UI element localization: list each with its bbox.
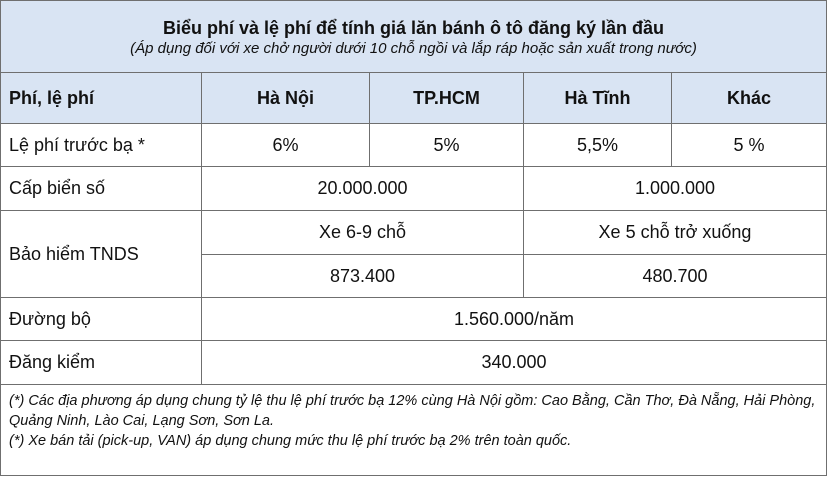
title-row <box>1 1 827 73</box>
table-row-registration-fee <box>1 124 827 167</box>
note-1: (*) Các địa phương áp dụng chung tỷ lệ thu lệ phí trước bạ 12% cùng Hà Nội gồm: Cao Bằng, Cần Thơ, Đà Nẵng, Hải Phòng, Quảng Ninh, Lào Cai, Lạng Sơn, Sơn La. <box>9 393 816 429</box>
table-subtitle: (Áp dụng đối với xe chở người dưới 10 chỗ ngồi và lắp ráp hoặc sản xuất trong nước) <box>130 40 697 57</box>
notes-cell <box>1 385 827 476</box>
table-title: Biểu phí và lệ phí để tính giá lăn bánh ô tô đăng ký lần đầu <box>162 18 665 38</box>
value-road: 1.560.000/năm <box>202 298 827 341</box>
table-row-insurance-type <box>1 211 827 255</box>
header-other: Khác <box>672 73 827 124</box>
row-label: Cấp biển số <box>1 167 202 211</box>
value-tphcm: 5% <box>370 124 524 167</box>
header-fee-label: Phí, lệ phí <box>1 73 202 124</box>
title-cell <box>1 1 827 73</box>
insurance-value-1: 873.400 <box>202 255 524 298</box>
table-row-road <box>1 298 827 341</box>
value-hanoi: 6% <box>202 124 370 167</box>
note-2: (*) Xe bán tải (pick-up, VAN) áp dụng chung mức thu lệ phí trước bạ 2% trên toàn quốc. <box>9 433 572 449</box>
value-plate-group2: 1.000.000 <box>524 167 827 211</box>
row-label: Lệ phí trước bạ * <box>1 124 202 167</box>
insurance-type-1: Xe 6-9 chỗ <box>202 211 524 255</box>
row-label: Đường bộ <box>1 298 202 341</box>
insurance-type-2: Xe 5 chỗ trở xuống <box>524 211 827 255</box>
header-hatinh: Hà Tĩnh <box>524 73 672 124</box>
notes-row <box>1 385 827 476</box>
header-hanoi: Hà Nội <box>202 73 370 124</box>
value-hatinh: 5,5% <box>524 124 672 167</box>
insurance-value-2: 480.700 <box>524 255 827 298</box>
value-other: 5 % <box>672 124 827 167</box>
table-row-inspection <box>1 341 827 385</box>
value-inspection: 340.000 <box>202 341 827 385</box>
header-row <box>1 73 827 124</box>
table-row-plate <box>1 167 827 211</box>
row-label: Đăng kiểm <box>1 341 202 385</box>
value-plate-group1: 20.000.000 <box>202 167 524 211</box>
row-label: Bảo hiểm TNDS <box>1 211 202 298</box>
header-tphcm: TP.HCM <box>370 73 524 124</box>
